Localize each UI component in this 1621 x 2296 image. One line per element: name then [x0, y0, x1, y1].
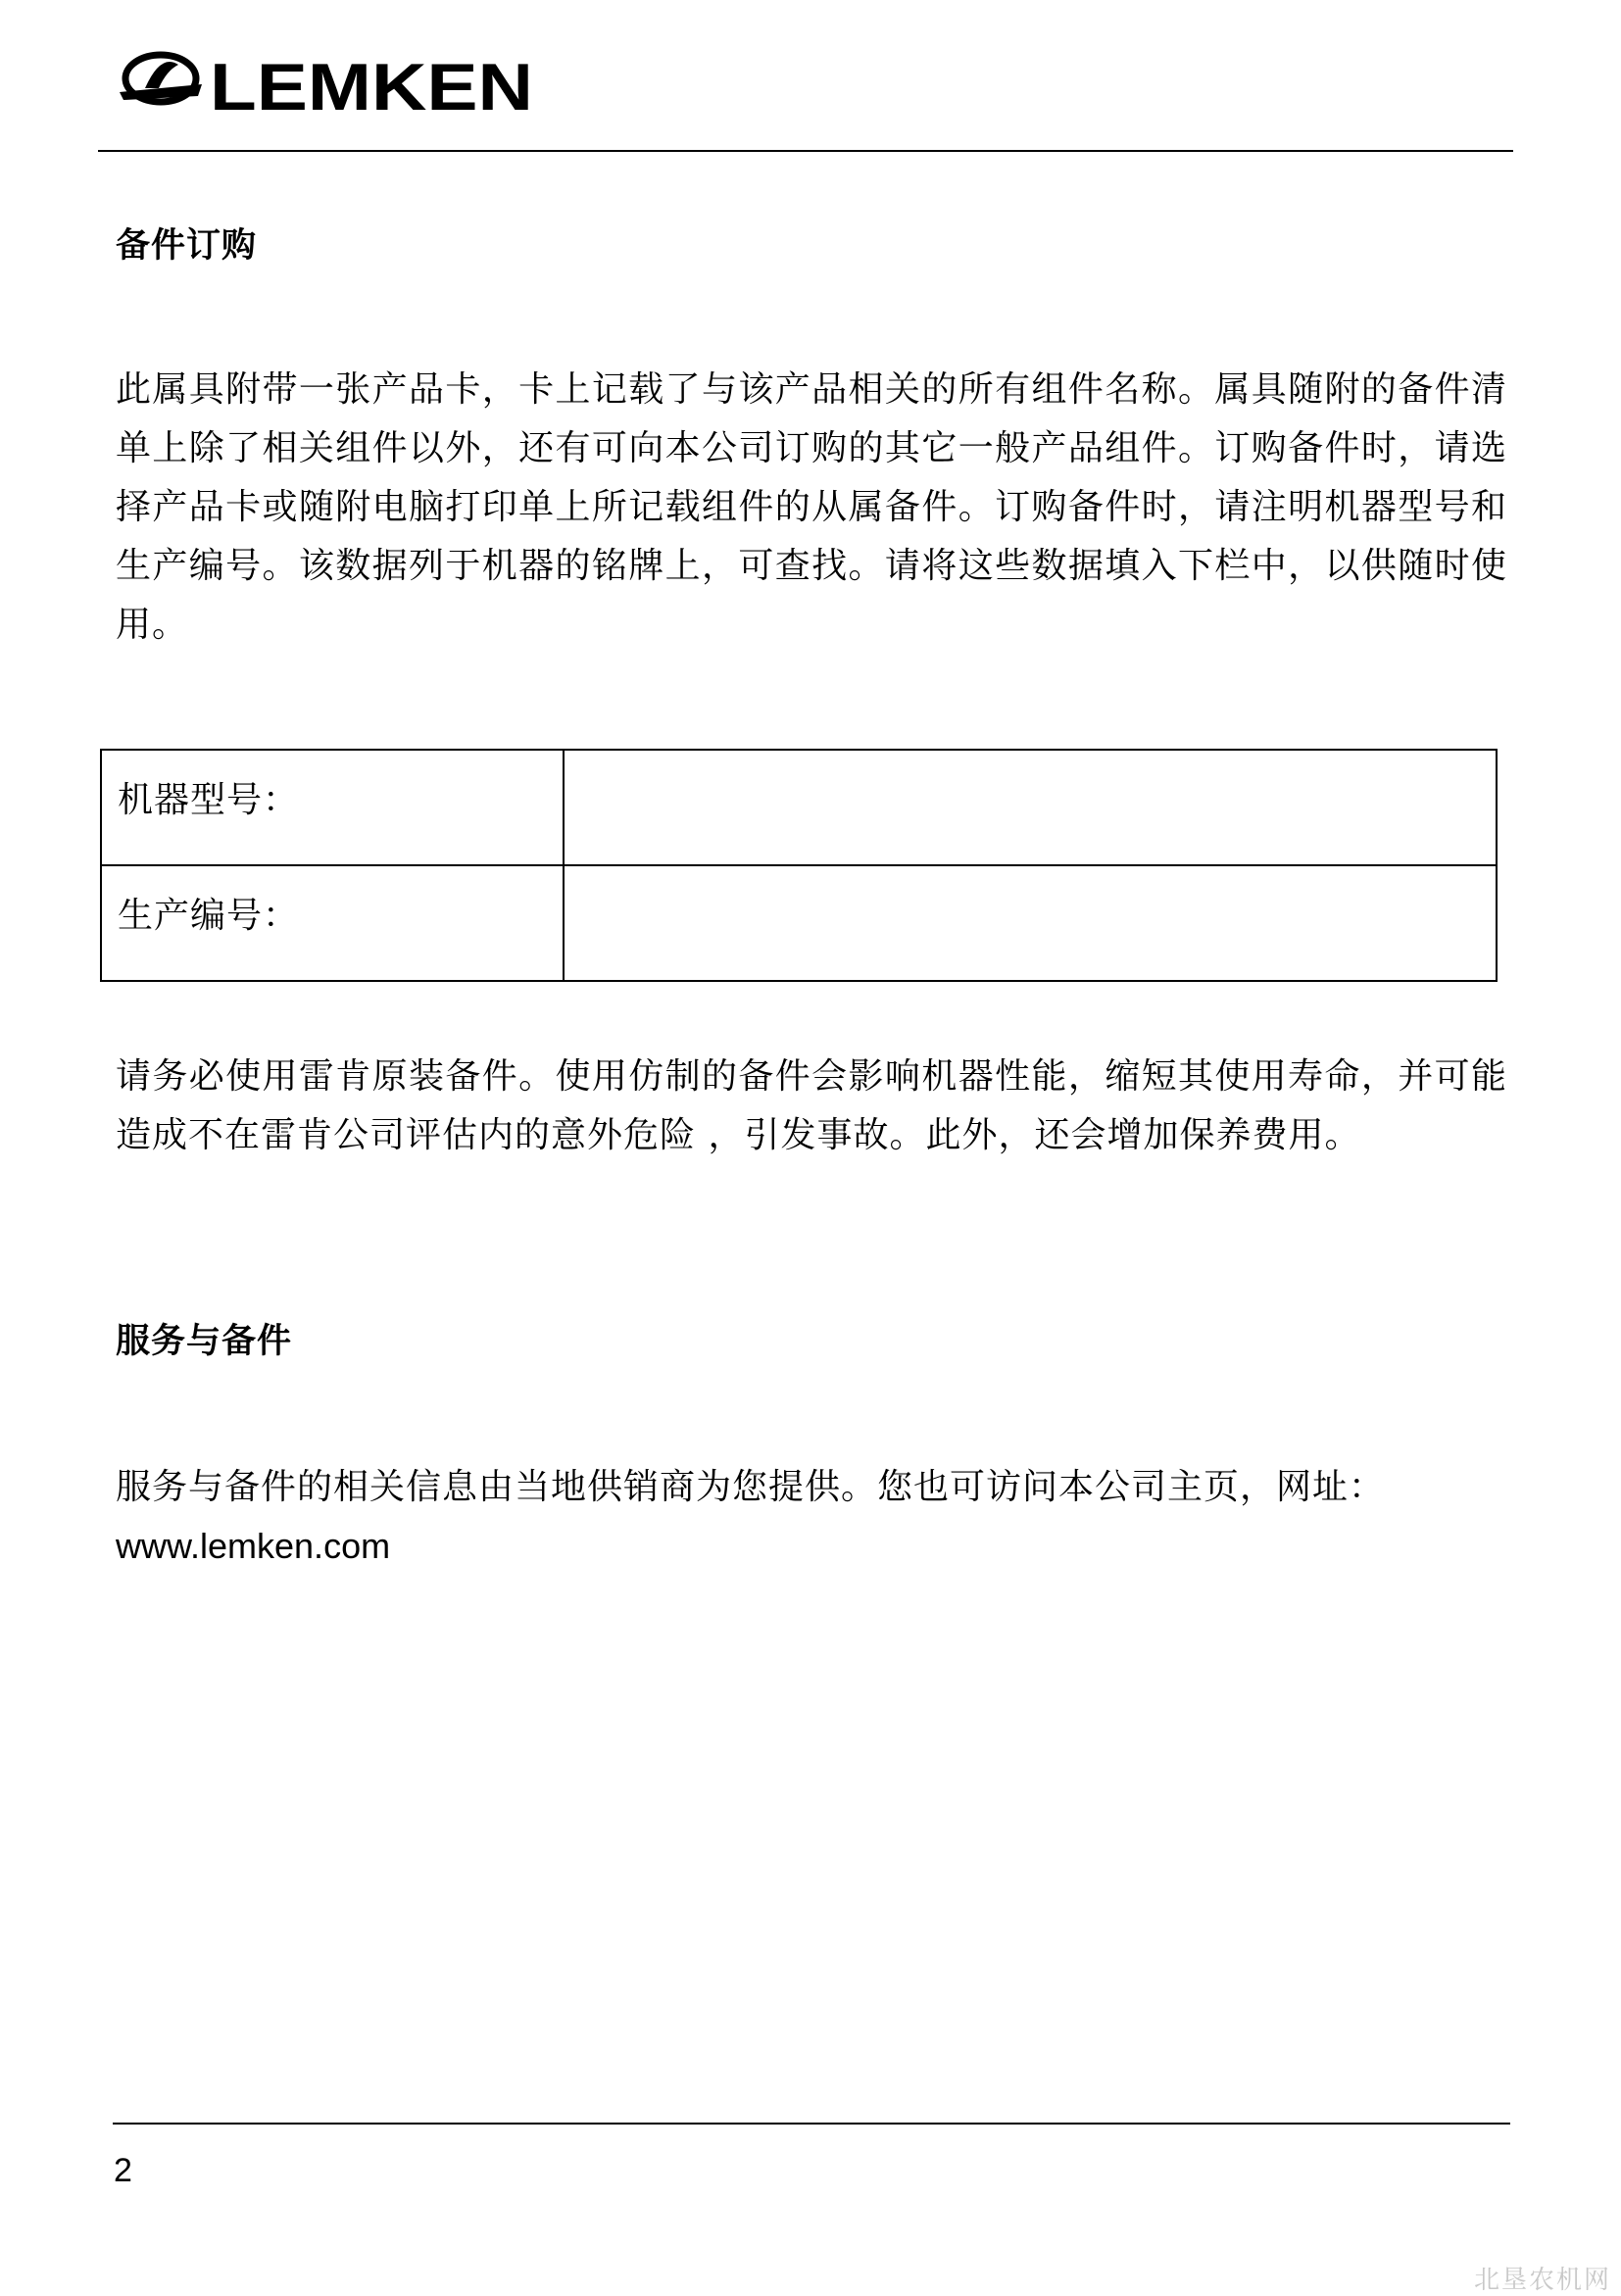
machine-type-label: 机器型号： — [101, 750, 564, 865]
order-parts-paragraph: 此属具附带一张产品卡，卡上记载了与该产品相关的所有组件名称。属具随附的备件清单上除了相关组件以外，还有可向本公司订购的其它一般产品组件。订购备件时，请选择产品卡或随附电脑打印单上所记载组件的从属备件。订购备件时，请注明机器型号和生产编号。该数据列于机器的铭牌上，可查找。请将这些数据填入下栏中，以供随时使用。 — [116, 369, 1507, 645]
logo-wordmark: LEMKEN — [210, 50, 533, 124]
watermark: 北垦农机网 — [1473, 2266, 1611, 2295]
header-divider — [98, 150, 1513, 152]
lemken-emblem-icon — [120, 55, 202, 102]
machine-info-form — [100, 749, 1498, 982]
genuine-parts-paragraph: 请务必使用雷肯原装备件。使用仿制的备件会影响机器性能，缩短其使用寿命，并可能造成不在雷肯公司评估内的意外危险 ，引发事故。此外，还会增加保养费用。 — [116, 1056, 1507, 1155]
machine-type-field[interactable] — [564, 750, 1497, 865]
service-text: 服务与备件的相关信息由当地供销商为您提供。您也可访问本公司主页，网址： — [116, 1467, 1386, 1507]
serial-number-label: 生产编号： — [101, 865, 564, 981]
website-link[interactable]: www.lemken.com — [116, 1526, 391, 1566]
section-title-order-parts: 备件订购 — [116, 226, 258, 266]
section-title-service: 服务与备件 — [116, 1322, 293, 1361]
footer-divider — [113, 2123, 1510, 2125]
service-paragraph — [116, 1458, 1507, 1576]
lemken-logo — [116, 45, 537, 129]
table-row — [101, 865, 1497, 981]
table-row — [101, 750, 1497, 865]
page-number: 2 — [114, 2152, 132, 2189]
serial-number-field[interactable] — [564, 865, 1497, 981]
